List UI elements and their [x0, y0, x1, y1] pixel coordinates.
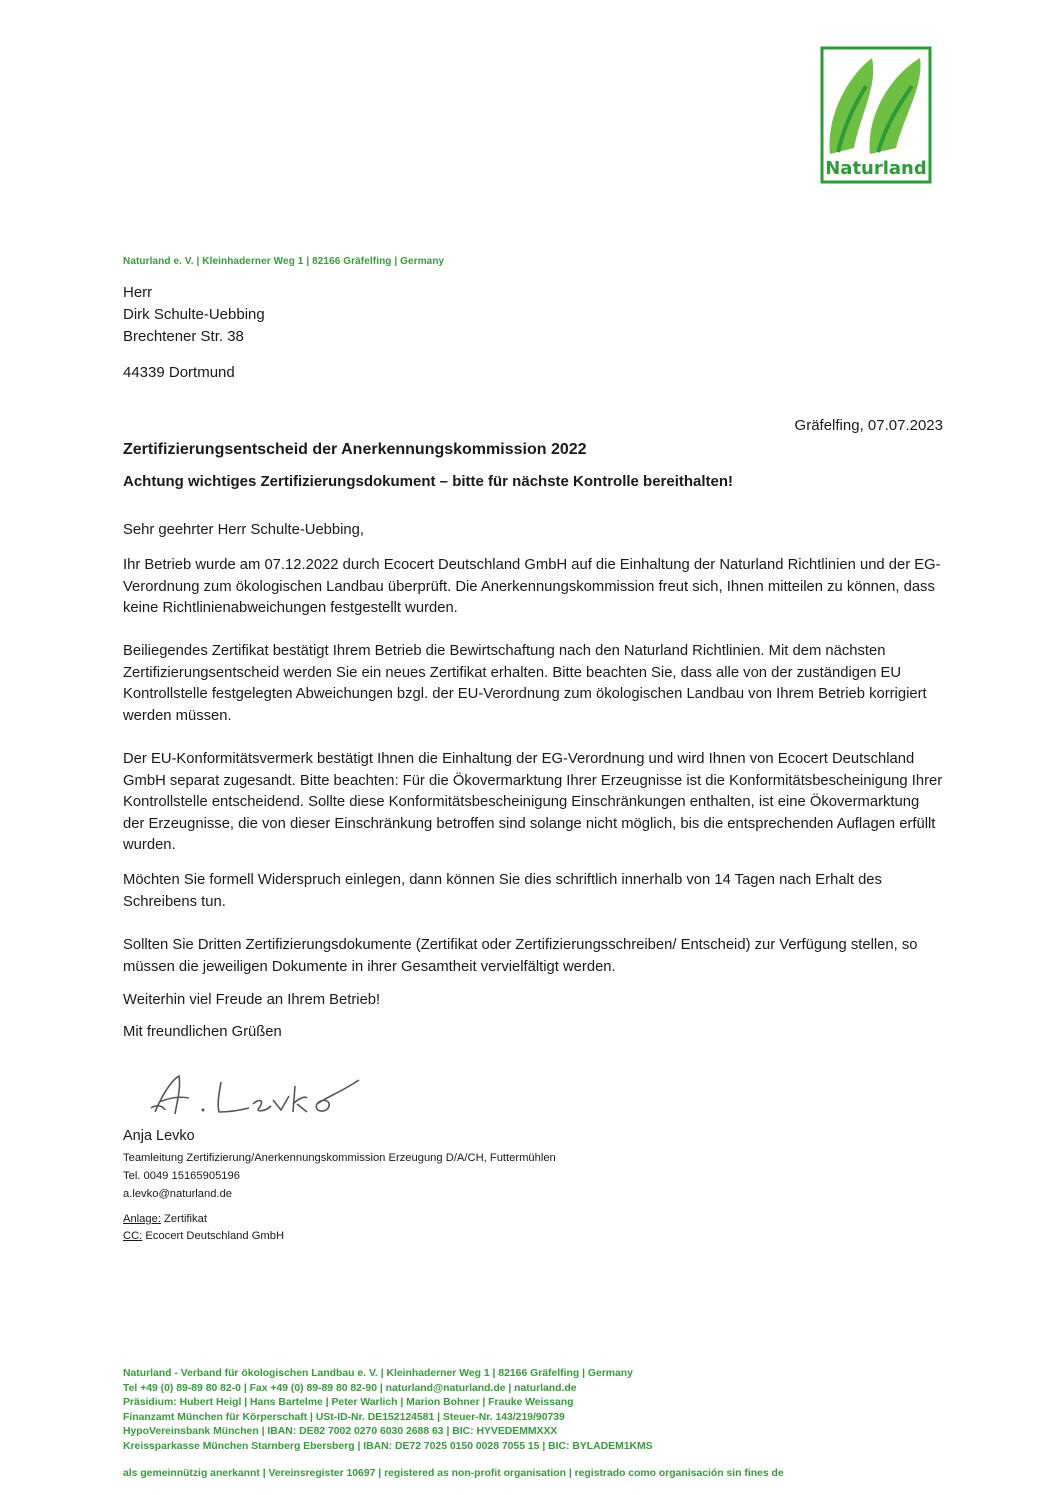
naturland-logo — [820, 46, 932, 184]
signer-details — [123, 1149, 556, 1203]
attachment-line — [123, 1211, 284, 1228]
recipient-street: Brechtener Str. 38 — [123, 328, 244, 345]
recipient-city: 44339 Dortmund — [123, 364, 235, 381]
body-paragraph: Weiterhin viel Freude an Ihrem Betrieb! — [123, 992, 381, 1008]
cc-label: CC: — [123, 1230, 143, 1242]
logo-wordmark: Naturland — [825, 158, 927, 179]
body-paragraph: Ihr Betrieb wurde am 07.12.2022 durch Ecocert Deutschland GmbH auf die Einhaltung der Naturland Richtlinien und der EG-Verordnung zum ökologischen Landbau überprüft. Die Anerkennungskommission freut sich, Ihnen mitteilen zu können, dass keine Richtlinienabweichungen festgestellt wurden. — [123, 557, 941, 617]
footer-line: Kreissparkasse München Starnberg Ebersberg | IBAN: DE72 7025 0150 0028 7055 15 | BIC: BYLADEM1KMS — [123, 1440, 653, 1452]
signer-title: Teamleitung Zertifizierung/Anerkennungskommission Erzeugung D/A/CH, Futtermühlen — [123, 1152, 556, 1164]
footer-block — [123, 1367, 653, 1454]
recipient-name: Dirk Schulte-Uebbing — [123, 306, 265, 323]
cc-line — [123, 1228, 284, 1245]
recipient-address — [123, 282, 265, 348]
footer-line: Tel +49 (0) 89-89 80 82-0 | Fax +49 (0) 89-89 80 82-90 | naturland@naturland.de | naturland.de — [123, 1382, 577, 1394]
footer-line: HypoVereinsbank München | IBAN: DE82 7002 0270 6030 2688 63 | BIC: HYVEDEMMXXX — [123, 1426, 558, 1437]
closing: Mit freundlichen Grüßen — [123, 1024, 282, 1040]
body-paragraph: Der EU-Konformitätsvermerk bestätigt Ihnen die Einhaltung der EG-Verordnung und wird Ihnen von Ecocert Deutschland GmbH separat zugesandt. Bitte beachten: Für die Ökovermarktung Ihrer Erzeugnisse ist die Konformitätsbescheinigung Ihrer Kontrollstelle entscheidend. Sollte diese Konformitätsbescheinigung Einschränkungen enthalten, ist eine Ökovermarktung der Erzeugnisse, die von dieser Einschränkung betroffen sind solange nicht möglich, bis die entsprechenden Auflagen erfüllt wurden. — [123, 751, 943, 854]
footer-line: Finanzamt München für Körperschaft | USt-ID-Nr. DE152124581 | Steuer-Nr. 143/219/90739 — [123, 1411, 565, 1423]
anlage-value: Zertifikat — [160, 1213, 207, 1225]
recipient-salutation: Herr — [123, 284, 153, 301]
footer-line: Naturland - Verband für ökologischen Landbau e. V. | Kleinhaderner Weg 1 | 82166 Gräfelfing | Germany — [123, 1368, 633, 1379]
body-paragraph: Möchten Sie formell Widerspruch einlegen, dann können Sie dies schriftlich innerhalb von 14 Tagen nach Erhalt des Schreibens tun. — [123, 872, 882, 910]
letter-subject: Zertifizierungsentscheid der Anerkennungskommission 2022 — [123, 441, 587, 458]
body-paragraph: Sollten Sie Dritten Zertifizierungsdokumente (Zertifikat oder Zertifizierungsschreiben/ Entscheid) zur Verfügung stellen, so müssen die jeweiligen Dokumente in ihrer Gesamtheit vervielfältigt werden. — [123, 937, 918, 975]
body-paragraph: Beiliegendes Zertifikat bestätigt Ihrem Betrieb die Bewirtschaftung nach den Naturland Richtlinien. Mit dem nächsten Zertifizierungsentscheid werden Sie ein neues Zertifikat erhalten. Bitte beachten Sie, dass alle von der zuständigen EU Kontrollstelle festgelegten Abweichungen bzgl. der EU-Verordnung zum ökologischen Landbau von Ihrem Betrieb korrigiert werden müssen. — [123, 643, 927, 724]
anlage-label: Anlage: — [123, 1213, 161, 1225]
signer-email: a.levko@naturland.de — [123, 1188, 233, 1200]
letter-subtitle: Achtung wichtiges Zertifizierungsdokument – bitte für nächste Kontrolle bereithalten! — [123, 473, 734, 490]
signer-phone: Tel. 0049 15165905196 — [123, 1170, 240, 1182]
footer-line: Präsidium: Hubert Heigl | Hans Bartelme | Peter Warlich | Marion Bohner | Frauke Weissang — [123, 1397, 574, 1408]
greeting: Sehr geehrter Herr Schulte-Uebbing, — [123, 522, 364, 538]
footer-nonprofit-line: als gemeinnützig anerkannt | Vereinsregister 10697 | registered as non-profit organisation | registrado como organisación sin fines de — [123, 1468, 784, 1479]
sender-return-address: Naturland e. V. | Kleinhaderner Weg 1 | 82166 Gräfelfing | Germany — [123, 256, 445, 267]
attachments — [123, 1211, 284, 1245]
cc-value: Ecocert Deutschland GmbH — [142, 1230, 285, 1242]
signer-name: Anja Levko — [123, 1128, 195, 1144]
handwritten-signature — [145, 1068, 365, 1124]
letter-date: Gräfelfing, 07.07.2023 — [794, 417, 943, 434]
